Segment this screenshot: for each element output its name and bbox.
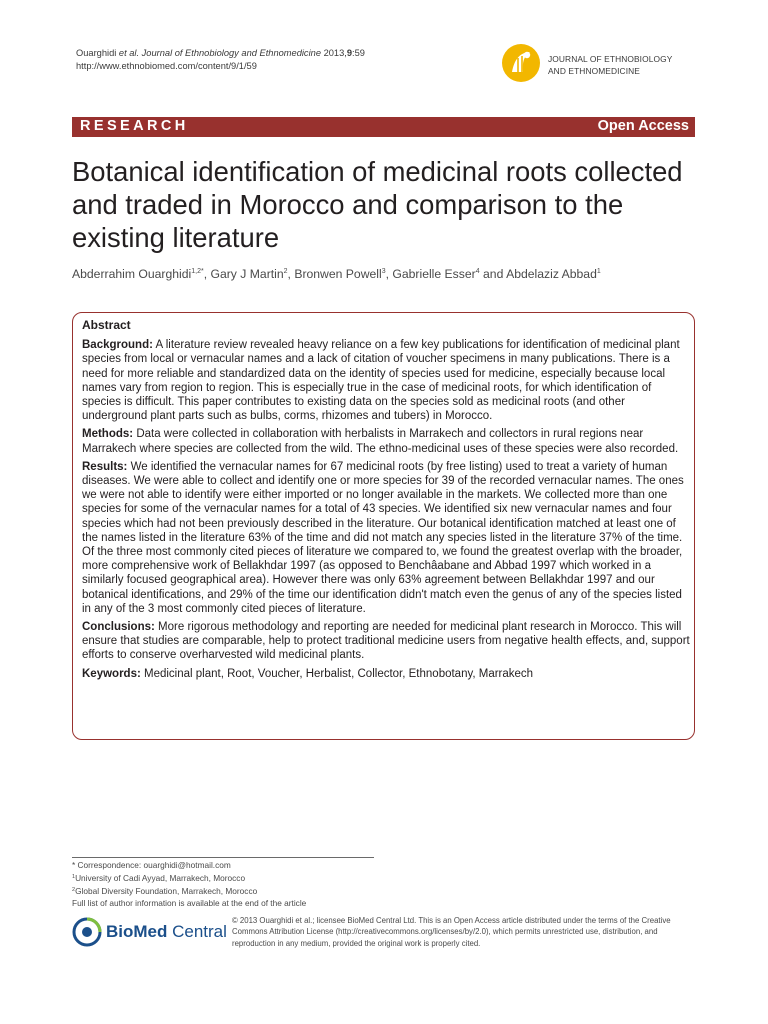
- author[interactable]: Gabrielle Esser$^4$: [392, 267, 480, 281]
- biomed-central-wordmark: BioMed Central: [106, 922, 227, 941]
- article-type-banner: [72, 117, 695, 137]
- affiliation-2: $^2$Global Diversity Foundation, Marrakech, Morocco: [72, 886, 258, 897]
- biomed-central-logo: [72, 917, 227, 949]
- abstract-results: Results: We identified the vernacular names for 67 medicinal roots (by free listing) used to treat a variety of human diseases. We were able to collect and identify one or more species for 39 of the recorded vernacular names. The ones we were not able to identify were either imported or no longer available in the markets. We collected more than one species for some of the vernacular names for a total of 43 species. We identified six new vernacular names and four species which had not been previously described in the literature. Our botanical identification matched at least one of the names listed in the literature 63% of the time and did not match any species listed in the literature 37% of the time. Of the three most commonly cited pieces of literature we compared to, we found the greatest overlap with the broader, more comprehensive work of Bellakhdar 1997 (as opposed to Benchâabane and Abbad 1997 which worked in a similarly focused geographical area). However there was only 63% agreement between Bellakhdar 1997 and our botanical identifications, and 29% of the time our identification didn't match even the genus of any of the species listed in any of the 3 most commonly cited pieces of literature.: [82, 460, 684, 615]
- citation-line: [76, 47, 365, 60]
- affiliation-1: $^1$University of Cadi Ayyad, Marrakech, Morocco: [72, 873, 246, 884]
- journal-emblem-icon: [500, 42, 542, 84]
- citation-article: :59: [352, 48, 365, 58]
- citation-year: 2013,: [323, 48, 347, 58]
- footnote-divider: [72, 857, 374, 858]
- author[interactable]: Abderrahim Ouarghidi$^{1,2*}$: [72, 267, 204, 281]
- correspondence[interactable]: * Correspondence: ouarghidi@hotmail.com: [72, 860, 231, 870]
- footnotes: [72, 859, 306, 909]
- journal-logo: [500, 40, 710, 84]
- journal-name-line1: JOURNAL OF ETHNOBIOLOGY: [548, 54, 673, 64]
- author-info-note: Full list of author information is available at the end of the article: [72, 898, 307, 909]
- citation-journal: et al. Journal of Ethnobiology and Ethnomedicine: [118, 48, 321, 58]
- author[interactable]: Bronwen Powell$^3$: [294, 267, 386, 281]
- citation-header: [76, 47, 365, 73]
- citation-author: Ouarghidi: [76, 48, 117, 58]
- journal-name: [548, 54, 672, 77]
- abstract-methods: Methods: Data were collected in collaboration with herbalists in Marrakech and collectors in rural regions near Marrakech where species are collected from the wild. The ethno-medicinal uses of these species were also recorded.: [82, 428, 679, 455]
- abstract: [82, 318, 690, 685]
- open-access-label: Open Access: [597, 118, 689, 134]
- citation-url[interactable]: http://www.ethnobiomed.com/content/9/1/59: [76, 61, 257, 71]
- abstract-keywords: Keywords: Medicinal plant, Root, Voucher, Herbalist, Collector, Ethnobotany, Marrakech: [82, 667, 534, 680]
- license-text: © 2013 Ouarghidi et al.; licensee BioMed Central Ltd. This is an Open Access article distributed under the terms of the Creative Commons Attribution License (http://creativecommons.org/licenses/by/2.0), which permits unrestricted use, distribution, and reproduction in any medium, provided the original work is properly cited.: [232, 916, 671, 948]
- author[interactable]: Abdelaziz Abbad$^1$: [506, 267, 601, 281]
- article-type-label: RESEARCH: [80, 118, 189, 134]
- article-title: Botanical identification of medicinal roots collected and traded in Morocco and comparison to the existing literature: [72, 156, 683, 253]
- author-list: Abderrahim Ouarghidi$^{1,2*}$, Gary J Martin$^2$, Bronwen Powell$^3$, Gabrielle Esser$^4$ and Abdelaziz Abbad$^1$: [72, 267, 601, 281]
- author[interactable]: Gary J Martin$^2$: [210, 267, 288, 281]
- citation-volume: 9: [346, 48, 353, 58]
- abstract-background: Background: A literature review revealed heavy reliance on a few key publications for identification of medicinal plant species from local or vernacular names and a lack of citation of voucher specimens in many publications. There is a need for more reliable and standardized data on the identity of species used for medicine, especially because local names vary from region to region. This is especially true in the case of medicinal roots, for which identification of species is difficult. This paper contributes to existing data on the species sold as medicinal roots (and other underground plant parts such as bulbs, corms, rhizomes and tubers) in Morocco.: [82, 339, 680, 423]
- abstract-heading: Abstract: [82, 318, 131, 332]
- biomed-central-emblem-icon: [72, 917, 102, 947]
- journal-name-line2: AND ETHNOMEDICINE: [548, 65, 640, 76]
- abstract-conclusions: Conclusions: More rigorous methodology and reporting are needed for medicinal plant research in Morocco. This will ensure that studies are comparable, help to protect traditional medicine users from negative health effects, and, support efforts to conserve overharvested wild medicinal plants.: [82, 621, 690, 662]
